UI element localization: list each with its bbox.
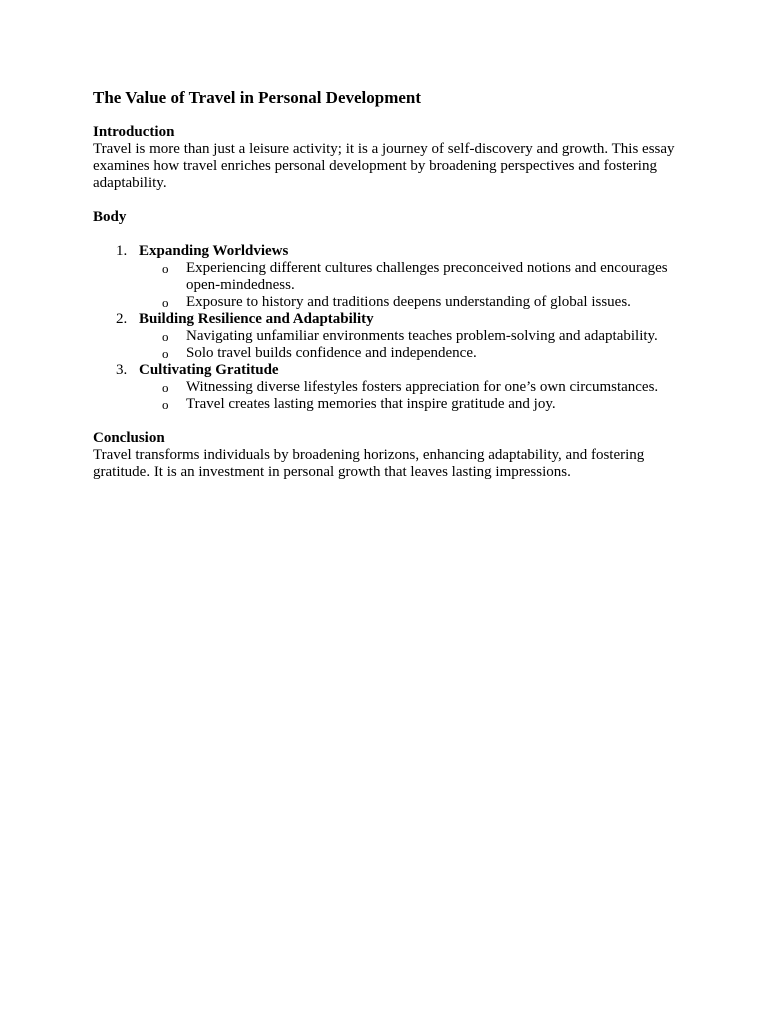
sub-point-text: Exposure to history and traditions deepens understanding of global issues. xyxy=(186,294,631,310)
outline-item-number: 2. xyxy=(116,311,128,327)
sub-point-text: Witnessing diverse lifestyles fosters appreciation for one’s own circumstances. xyxy=(186,379,659,395)
bullet-marker: o xyxy=(162,380,169,395)
document-title: The Value of Travel in Personal Development xyxy=(93,88,422,107)
sub-point-text: Experiencing different cultures challenges preconceived notions and encourages open-mindedness. xyxy=(186,260,668,293)
outline-item-title: Building Resilience and Adaptability xyxy=(139,311,374,327)
outline-item-title: Cultivating Gratitude xyxy=(139,362,279,378)
sub-point-text: Navigating unfamiliar environments teaches problem-solving and adaptability. xyxy=(186,328,658,344)
body-heading: Body xyxy=(93,209,127,225)
introduction-text: Travel is more than just a leisure activity; it is a journey of self-discovery and growth. This essay examines how travel enriches personal development by broadening perspectives and fostering adaptability. xyxy=(93,141,675,191)
outline-item-number: 3. xyxy=(116,362,128,378)
outline-item-title: Expanding Worldviews xyxy=(139,243,289,259)
outline-sub-point xyxy=(93,379,693,396)
bullet-marker: o xyxy=(162,329,169,344)
outline-sub-point xyxy=(93,396,693,413)
outline-sub-point xyxy=(93,294,693,311)
outline-item xyxy=(93,362,693,379)
sub-point-text: Travel creates lasting memories that inspire gratitude and joy. xyxy=(186,396,556,412)
bullet-marker: o xyxy=(162,397,169,412)
introduction-section xyxy=(93,124,693,192)
outline-sub-point xyxy=(93,345,693,362)
bullet-marker: o xyxy=(162,346,169,361)
body-outline xyxy=(93,243,693,413)
introduction-heading: Introduction xyxy=(93,124,175,140)
outline-item-number: 1. xyxy=(116,243,128,259)
sub-point-text: Solo travel builds confidence and independence. xyxy=(186,345,477,361)
document-page xyxy=(93,87,693,481)
conclusion-heading: Conclusion xyxy=(93,430,165,446)
conclusion-text: Travel transforms individuals by broadening horizons, enhancing adaptability, and fostering gratitude. It is an investment in personal growth that leaves lasting impressions. xyxy=(93,447,645,480)
outline-sub-point xyxy=(93,328,693,345)
bullet-marker: o xyxy=(162,261,169,276)
conclusion-section xyxy=(93,430,693,481)
bullet-marker: o xyxy=(162,295,169,310)
outline-sub-point xyxy=(93,260,693,294)
outline-item xyxy=(93,311,693,328)
outline-item xyxy=(93,243,693,260)
